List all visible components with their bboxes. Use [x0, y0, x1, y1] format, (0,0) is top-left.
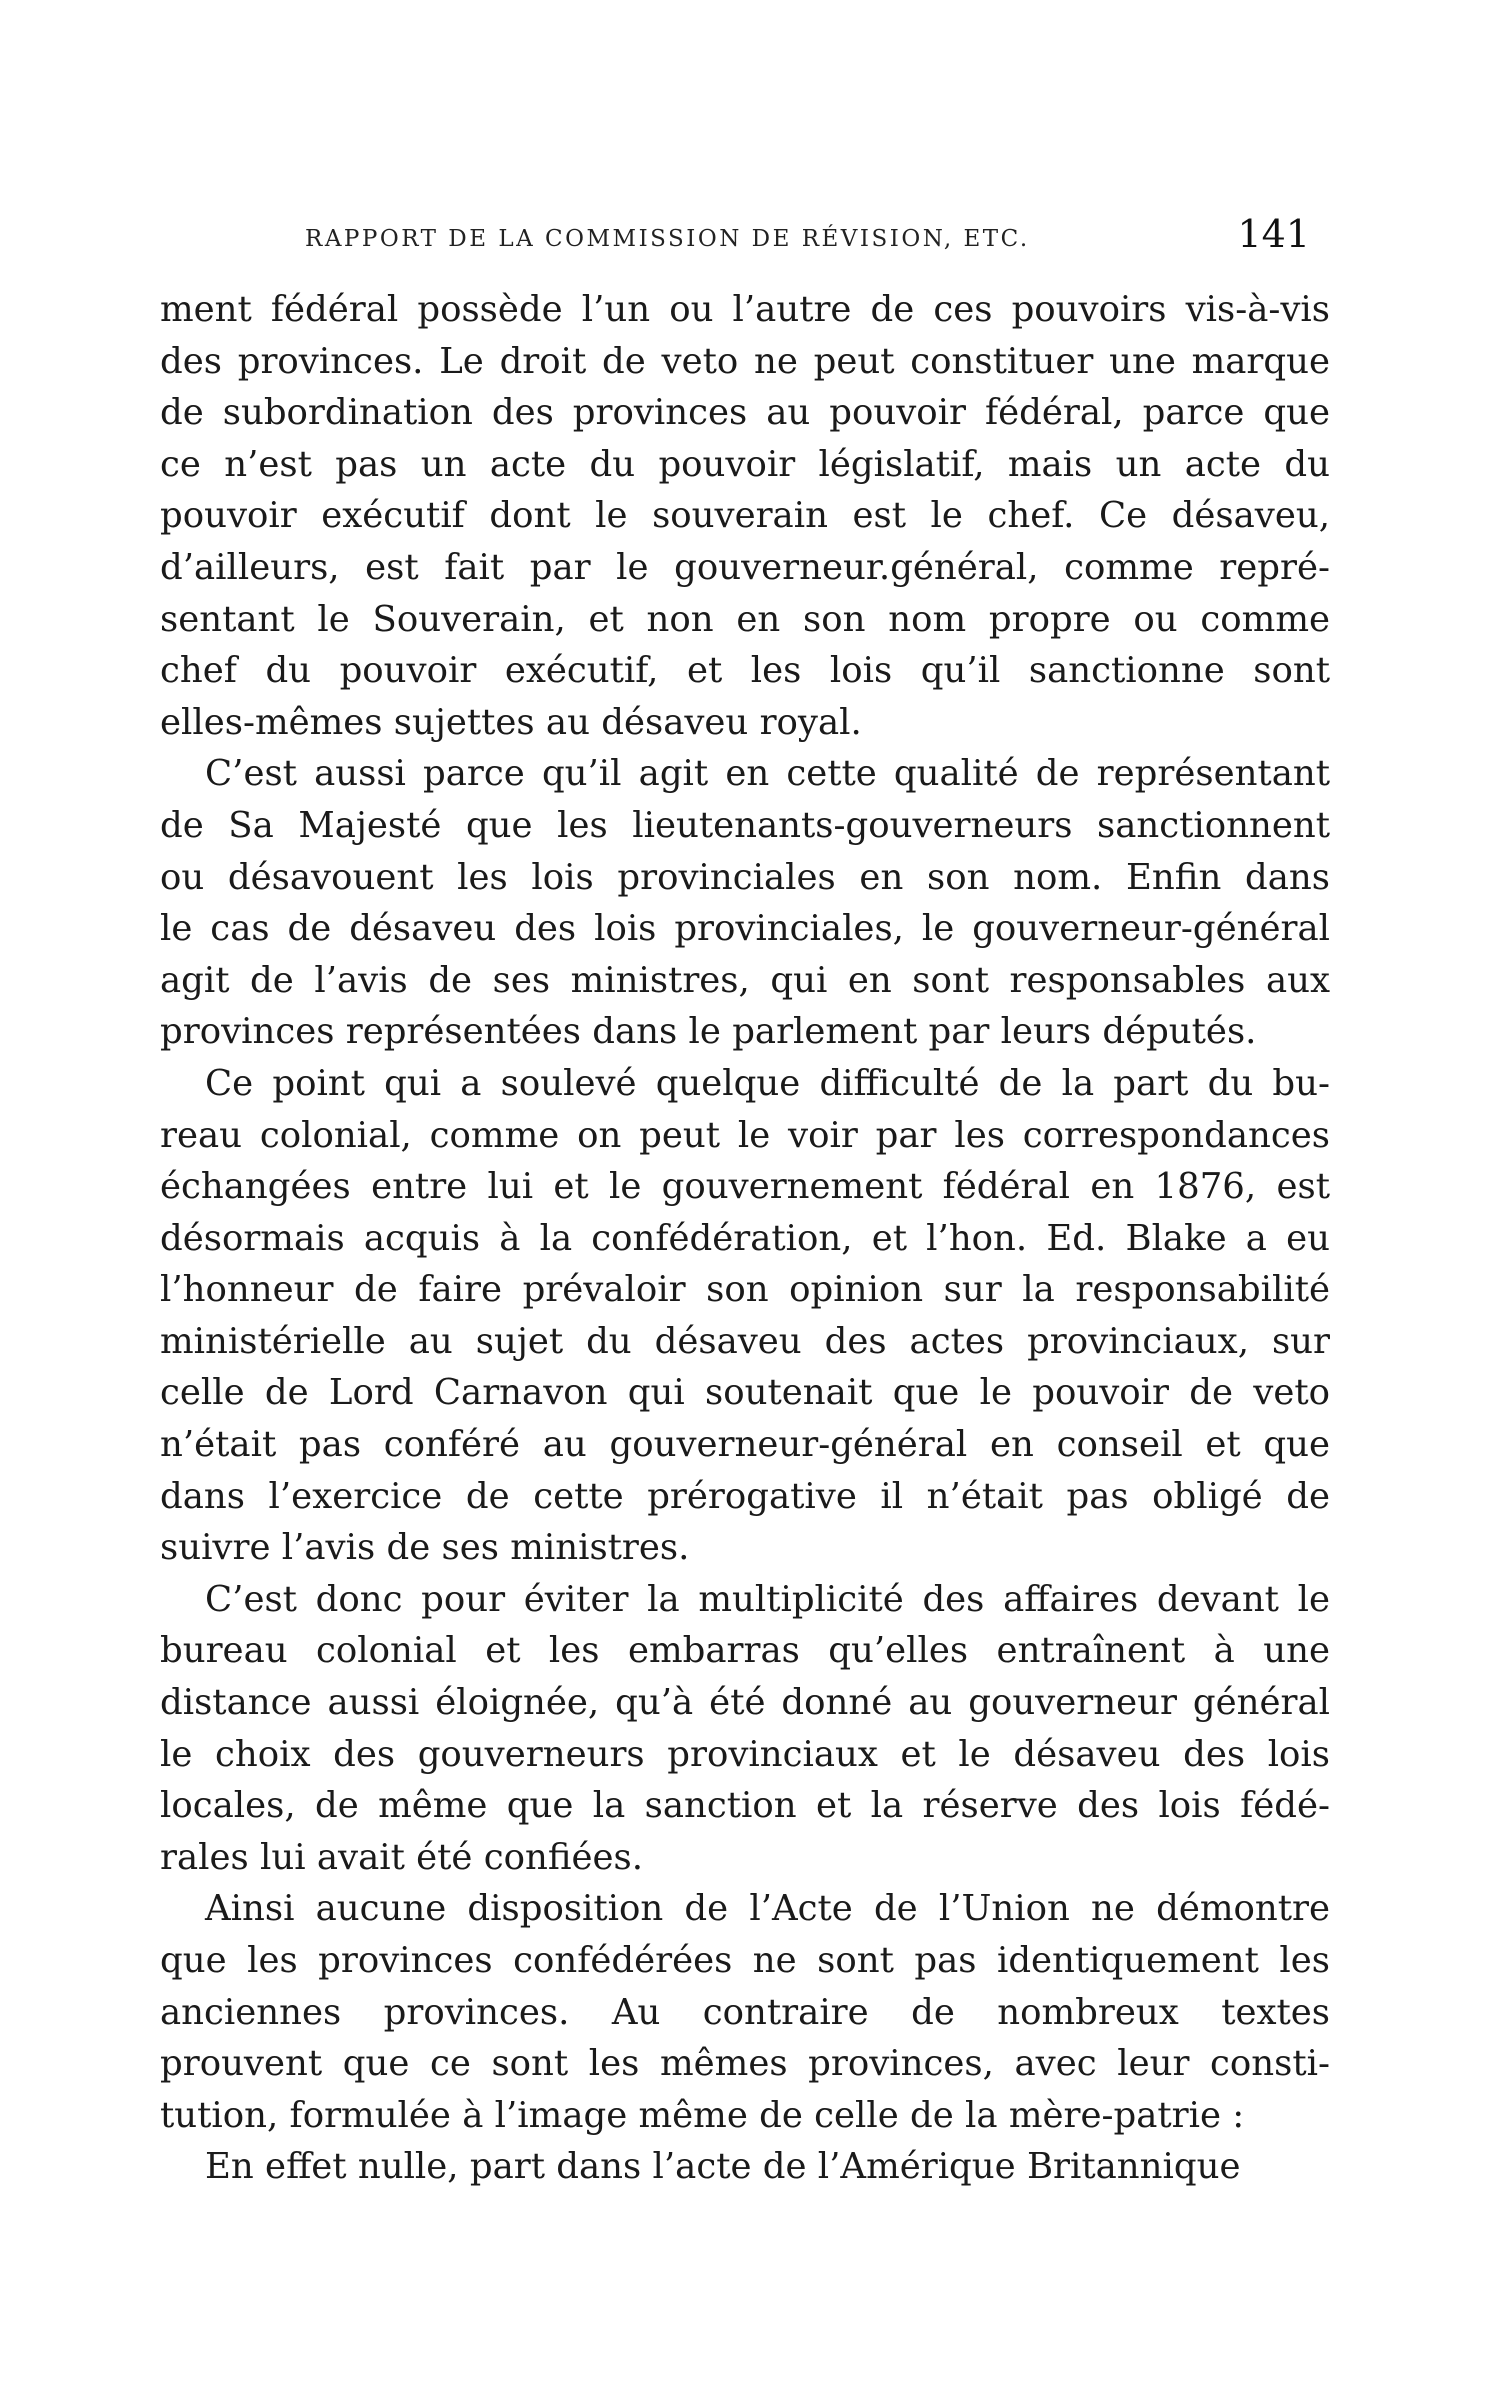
text-line: pouvoir exécutif dont le souverain est le chef. Ce désaveu, — [160, 495, 1330, 537]
text-line: Ce point qui a soulevé quelque difficulté de la part du bu- — [205, 1062, 1330, 1104]
text-line: échangées entre lui et le gouvernement fédéral en 1876, est — [160, 1166, 1330, 1208]
text-line: ou désavouent les lois provinciales en son nom. Enfin dans — [160, 856, 1330, 898]
text-line: ment fédéral possède l’un ou l’autre de ces pouvoirs vis-à-vis — [160, 289, 1330, 330]
text-line: rales lui avait été confiées. — [160, 1836, 644, 1878]
text-line: de subordination des provinces au pouvoir fédéral, parce que — [160, 392, 1330, 434]
paragraph — [160, 748, 1330, 1058]
text-line: de Sa Majesté que les lieutenants-gouverneurs sanctionnent — [160, 804, 1330, 846]
text-line: n’était pas conféré au gouverneur-général en conseil et que — [160, 1424, 1330, 1466]
text-line: des provinces. Le droit de veto ne peut constituer une marque — [160, 340, 1330, 382]
text-line: provinces représentées dans le parlement par leurs députés. — [160, 1011, 1257, 1053]
text-line: sentant le Souverain, et non en son nom propre ou comme — [160, 598, 1330, 640]
paragraph — [160, 1574, 1330, 1884]
text-line: que les provinces confédérées ne sont pas identiquement les — [160, 1940, 1330, 1981]
text-line: celle de Lord Carnavon qui soutenait que le pouvoir de veto — [160, 1372, 1330, 1414]
text-line: ministérielle au sujet du désaveu des actes provinciaux, sur — [160, 1320, 1330, 1362]
text-line: chef du pouvoir exécutif, et les lois qu’il sanctionne sont — [160, 650, 1330, 692]
text-line: le cas de désaveu des lois provinciales, le gouverneur-général — [160, 908, 1330, 950]
text-line: prouvent que ce sont les mêmes provinces, avec leur consti- — [160, 2043, 1330, 2085]
text-line: d’ailleurs, est fait par le gouverneur.général, comme repré- — [160, 546, 1330, 588]
running-title: RAPPORT DE LA COMMISSION DE RÉVISION, ETC. — [305, 226, 1030, 252]
text-line: suivre l’avis de ses ministres. — [160, 1527, 690, 1569]
paragraph — [160, 1883, 1330, 2141]
paragraph — [160, 1058, 1330, 1574]
text-line: agit de l’avis de ses ministres, qui en sont responsables aux — [160, 959, 1330, 1001]
text-line: locales, de même que la sanction et la réserve des lois fédé- — [160, 1785, 1330, 1827]
text-line: En effet nulle, part dans l’acte de l’Amérique Britannique — [205, 2146, 1241, 2188]
text-line: anciennes provinces. Au contraire de nombreux textes — [160, 1991, 1330, 2033]
text-line: ce n’est pas un acte du pouvoir législatif, mais un acte du — [160, 443, 1330, 485]
text-line: désormais acquis à la confédération, et l’hon. Ed. Blake a eu — [160, 1217, 1330, 1259]
text-line: l’honneur de faire prévaloir son opinion sur la responsabilité — [160, 1269, 1330, 1311]
text-line: bureau colonial et les embarras qu’elles entraînent à une — [160, 1630, 1330, 1672]
text-line: C’est aussi parce qu’il agit en cette qualité de représentant — [205, 753, 1330, 795]
body-text — [160, 284, 1330, 2193]
text-line: Ainsi aucune disposition de l’Acte de l’Union ne démontre — [205, 1888, 1330, 1930]
page-number: 141 — [1237, 212, 1310, 256]
paragraph — [160, 2141, 1330, 2193]
text-line: reau colonial, comme on peut le voir par les correspondances — [160, 1114, 1330, 1156]
text-line: elles-mêmes sujettes au désaveu royal. — [160, 701, 862, 743]
page-header — [305, 212, 1310, 262]
paragraph — [160, 284, 1330, 748]
text-line: C’est donc pour éviter la multiplicité des affaires devant le — [205, 1578, 1330, 1620]
text-line: dans l’exercice de cette prérogative il n’était pas obligé de — [160, 1475, 1330, 1517]
text-line: le choix des gouverneurs provinciaux et le désaveu des lois — [160, 1733, 1330, 1775]
text-line: distance aussi éloignée, qu’à été donné au gouverneur général — [160, 1682, 1330, 1724]
text-line: tution, formulée à l’image même de celle de la mère-patrie : — [160, 2094, 1245, 2136]
